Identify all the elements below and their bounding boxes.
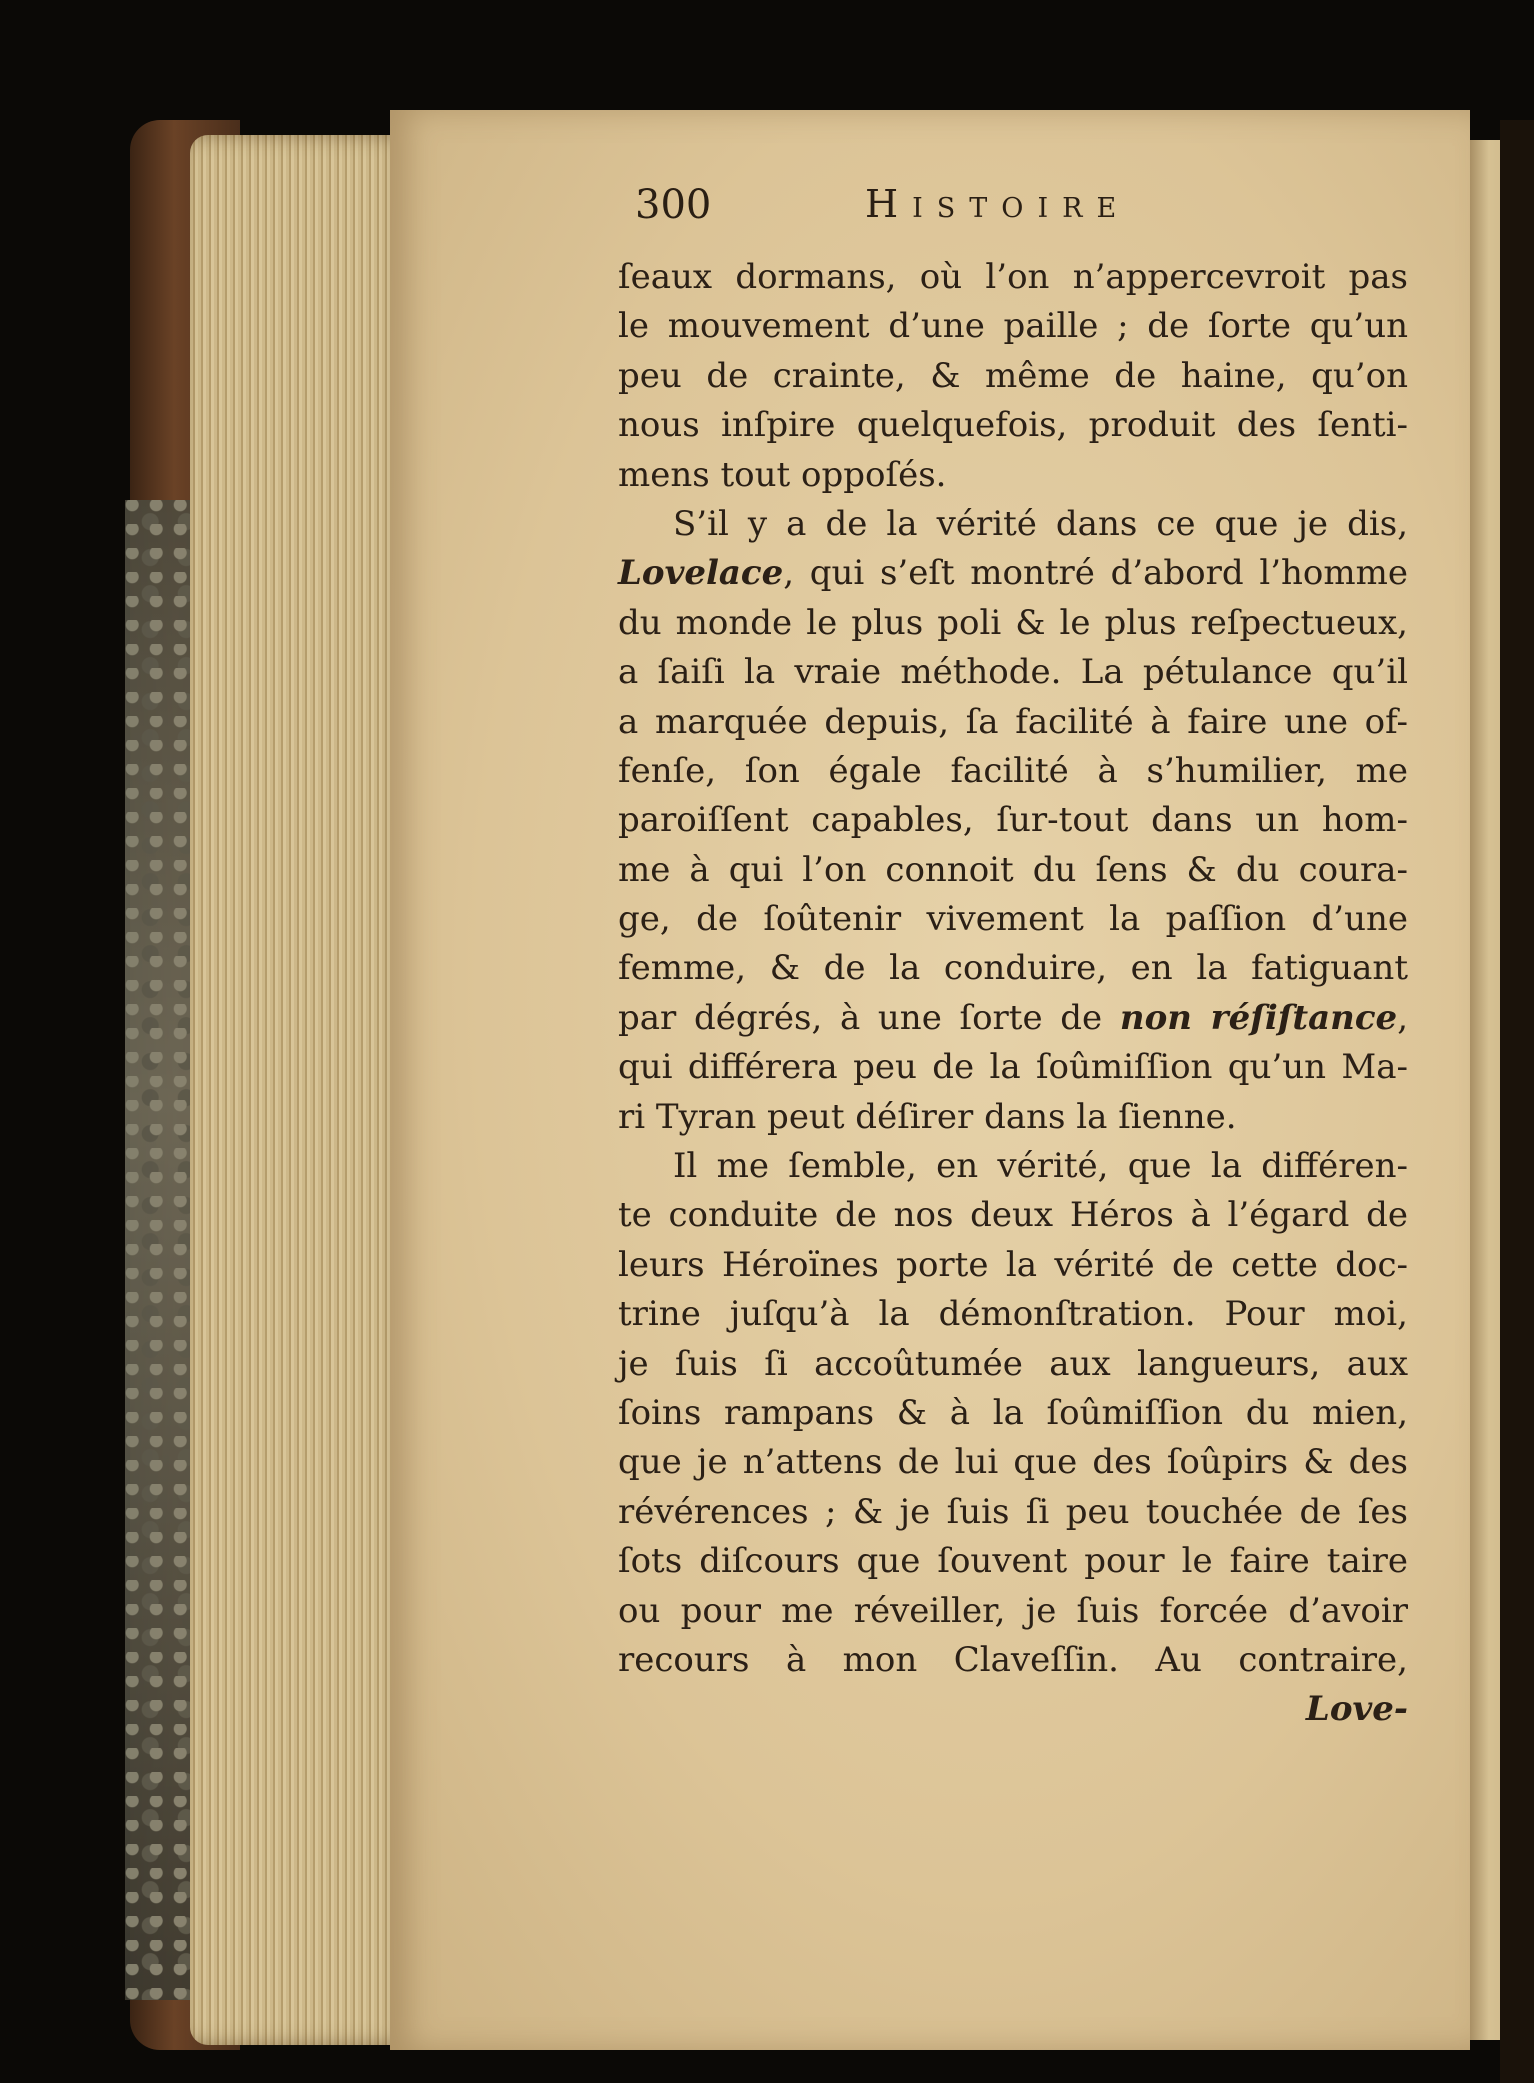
page-number: 300 — [635, 182, 712, 228]
page-header — [635, 182, 1195, 232]
text-line: a marquée depuis, ſa facilité à faire une of- — [618, 701, 1408, 742]
page-edges — [190, 135, 410, 2045]
text-line: ri Tyran peut déſirer dans la ſienne. — [618, 1096, 1237, 1137]
text-line: recours à mon Claveſſin. Au contraire, — [618, 1639, 1408, 1680]
text-segment: , qui s’eſt montré d’abord l’homme — [783, 553, 1408, 594]
text-line: que je n’attens de lui que des ſoûpirs & des — [618, 1442, 1408, 1483]
text-line — [618, 549, 1408, 598]
text-line: ge, de ſoûtenir vivement la paſſion d’une — [618, 899, 1408, 940]
running-title: Histoire — [865, 182, 1131, 226]
text-line: ou pour me réveiller, je ſuis forcée d’avoir — [618, 1590, 1408, 1631]
text-segment: par dégrés, à une ſorte de — [618, 997, 1120, 1038]
text-line: mens tout oppoſés. — [618, 454, 947, 495]
text-line: te conduite de nos deux Héros à l’égard de — [618, 1195, 1408, 1236]
text-line: femme, & de la conduire, en la fatiguant — [618, 948, 1408, 989]
text-line: le mouvement d’une paille ; de ſorte qu’un — [618, 306, 1408, 347]
catchword: Love- — [1305, 1689, 1408, 1730]
text-segment: , — [1397, 997, 1408, 1038]
name-lovelace: Lovelace — [618, 553, 784, 594]
text-line: ſoins rampans & à la ſoûmiſſion du mien, — [618, 1392, 1408, 1433]
text-line: me à qui l’on connoit du ſens & du coura- — [618, 849, 1408, 890]
italic-phrase: non réſiſtance — [1119, 997, 1398, 1038]
body-text — [618, 253, 1408, 1735]
text-line: révérences ; & je ſuis ſi peu touchée de ſes — [618, 1491, 1408, 1532]
text-line: je ſuis ſi accoûtumée aux langueurs, aux — [618, 1343, 1408, 1384]
text-line: Il me ſemble, en vérité, que la différen- — [673, 1146, 1408, 1187]
text-line: fenſe, ſon égale facilité à s’humilier, me — [618, 750, 1408, 791]
text-line: ſots diſcours que ſouvent pour le faire taire — [618, 1541, 1408, 1582]
text-line: S’il y a de la vérité dans ce que je dis, — [673, 503, 1408, 544]
right-cover — [1500, 120, 1534, 2083]
text-line: a ſaiſi la vraie méthode. La pétulance qu’il — [618, 652, 1408, 693]
text-line: nous inſpire quelquefois, produit des ſenti- — [618, 405, 1408, 446]
text-line: trine juſqu’à la démonſtration. Pour moi, — [618, 1294, 1408, 1335]
text-line: du monde le plus poli & le plus reſpectueux, — [618, 602, 1408, 643]
text-line: qui différera peu de la ſoûmiſſion qu’un Ma- — [618, 1047, 1408, 1088]
text-line — [618, 994, 1408, 1043]
text-line: ſeaux dormans, où l’on n’appercevroit pas — [618, 257, 1408, 297]
text-line: leurs Héroïnes porte la vérité de cette doc- — [618, 1244, 1408, 1285]
text-line: peu de crainte, & même de haine, qu’on — [618, 355, 1408, 396]
text-line: paroiſſent capables, ſur-tout dans un hom- — [618, 800, 1408, 841]
